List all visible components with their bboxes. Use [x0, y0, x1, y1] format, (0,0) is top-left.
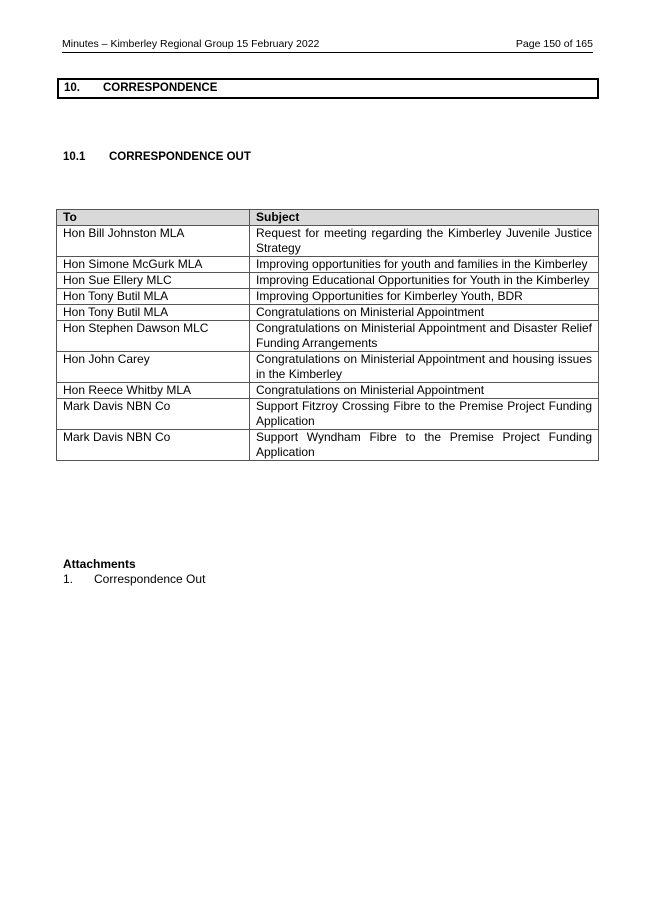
subject-cell: Congratulations on Ministerial Appointment and Disaster Relief Funding Arrangements	[250, 321, 599, 352]
subject-cell: Support Wyndham Fibre to the Premise Project Funding Application	[250, 430, 599, 461]
table-row	[57, 289, 599, 305]
attachment-item	[63, 572, 363, 587]
recipient-cell: Mark Davis NBN Co	[57, 430, 250, 461]
subject-cell: Improving Opportunities for Kimberley Youth, BDR	[250, 289, 599, 305]
column-header-subject: Subject	[250, 210, 599, 226]
header-page-number: Page 150 of 165	[515, 38, 593, 50]
attachment-label: Correspondence Out	[94, 572, 206, 586]
attachments-section	[63, 557, 363, 587]
table-row	[57, 305, 599, 321]
table-row	[57, 226, 599, 257]
correspondence-table	[56, 209, 599, 461]
table-header-row	[57, 210, 599, 226]
attachment-number: 1.	[63, 572, 74, 586]
subject-cell: Improving Educational Opportunities for Youth in the Kimberley	[250, 273, 599, 289]
subject-cell: Congratulations on Ministerial Appointment	[250, 305, 599, 321]
header-document-title: Minutes – Kimberley Regional Group 15 February 2022	[62, 38, 320, 50]
recipient-cell: Hon Reece Whitby MLA	[57, 383, 250, 399]
recipient-cell: Hon Bill Johnston MLA	[57, 226, 250, 257]
subsection-number: 10.1	[63, 151, 86, 163]
table-row	[57, 383, 599, 399]
subject-cell: Support Fitzroy Crossing Fibre to the Premise Project Funding Application	[250, 399, 599, 430]
recipient-cell: Hon Simone McGurk MLA	[57, 257, 250, 273]
table-row	[57, 399, 599, 430]
table-row	[57, 321, 599, 352]
table-row	[57, 273, 599, 289]
recipient-cell: Hon Tony Butil MLA	[57, 305, 250, 321]
section-heading	[57, 78, 599, 99]
recipient-cell: Hon Stephen Dawson MLC	[57, 321, 250, 352]
attachments-heading: Attachments	[63, 557, 136, 571]
subsection-title: CORRESPONDENCE OUT	[109, 151, 251, 163]
table-row	[57, 352, 599, 383]
section-title: CORRESPONDENCE	[103, 82, 218, 94]
subject-cell: Congratulations on Ministerial Appointment	[250, 383, 599, 399]
page-header	[62, 38, 593, 53]
column-header-to: To	[57, 210, 250, 226]
table-row	[57, 257, 599, 273]
recipient-cell: Hon John Carey	[57, 352, 250, 383]
subject-cell: Request for meeting regarding the Kimberley Juvenile Justice Strategy	[250, 226, 599, 257]
recipient-cell: Hon Sue Ellery MLC	[57, 273, 250, 289]
subject-cell: Congratulations on Ministerial Appointment and housing issues in the Kimberley	[250, 352, 599, 383]
recipient-cell: Mark Davis NBN Co	[57, 399, 250, 430]
table-row	[57, 430, 599, 461]
subject-cell: Improving opportunities for youth and families in the Kimberley	[250, 257, 599, 273]
section-number: 10.	[64, 82, 80, 94]
recipient-cell: Hon Tony Butil MLA	[57, 289, 250, 305]
